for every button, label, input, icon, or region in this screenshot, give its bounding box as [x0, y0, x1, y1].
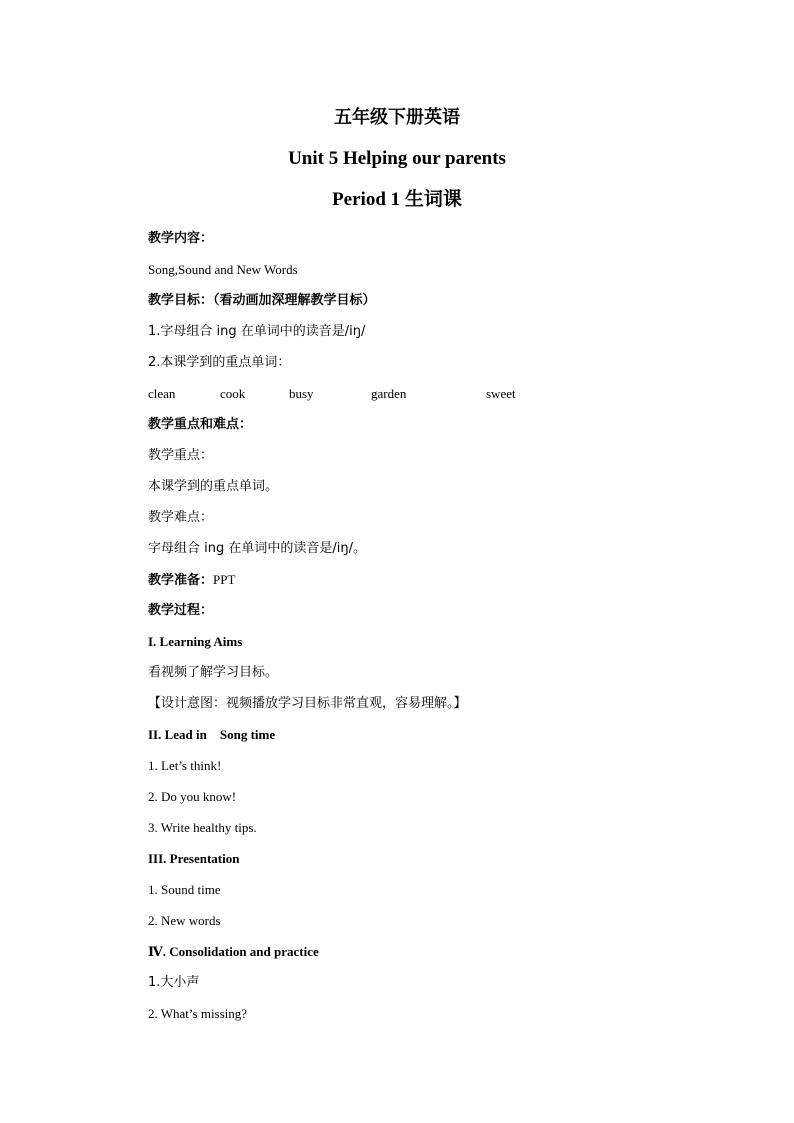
step4-item-1: 1.大小声 — [148, 975, 200, 990]
step3-item-1: 1. Sound time — [148, 882, 221, 897]
goal-1: 1.字母组合 ing 在单词中的读音是/iŋ/ — [148, 324, 366, 339]
word-clean: clean — [148, 386, 176, 401]
step4-item-2: 2. What’s missing? — [148, 1006, 248, 1021]
difficulty-label: 教学难点： — [148, 510, 214, 525]
step2-item-1: 1. Let’s think! — [148, 758, 222, 773]
prep-line — [148, 567, 748, 598]
step3-title: III. Presentation — [148, 851, 240, 866]
step1-intent: 【设计意图：视频播放学习目标非常直观，容易理解。】 — [148, 696, 467, 711]
process-heading: 教学过程： — [148, 603, 214, 618]
step2-item-2: 2. Do you know! — [148, 789, 237, 804]
word-busy: busy — [289, 386, 314, 401]
key-label: 教学重点： — [148, 448, 214, 463]
step2-title: II. Lead in Song time — [148, 727, 276, 742]
step1-title: I. Learning Aims — [148, 634, 243, 649]
step3-item-2: 2. New words — [148, 913, 221, 928]
word-cook: cook — [220, 386, 246, 401]
step4-title: Ⅳ. Consolidation and practice — [148, 944, 319, 959]
prep-heading: 教学准备： — [148, 573, 214, 588]
unit-title: Unit 5 Helping our parents — [288, 148, 506, 169]
step2-item-3: 3. Write healthy tips. — [148, 820, 257, 835]
goal-2: 2.本课学到的重点单词： — [148, 355, 291, 370]
key-words-row — [148, 381, 748, 412]
key-heading: 教学重点和难点： — [148, 417, 253, 432]
word-garden: garden — [371, 386, 407, 401]
difficulty-text: 字母组合 ing 在单词中的读音是/iŋ/。 — [148, 541, 366, 556]
key-text: 本课学到的重点单词。 — [148, 479, 279, 494]
prep-value: PPT — [213, 572, 236, 587]
lesson-content — [148, 226, 748, 1032]
goals-heading: 教学目标：（看动画加深理解教学目标） — [148, 293, 376, 308]
content-text: Song,Sound and New Words — [148, 262, 298, 277]
content-heading: 教学内容： — [148, 231, 214, 246]
grade-title: 五年级下册英语 — [334, 107, 460, 128]
period-title: Period 1 生词课 — [332, 189, 462, 210]
word-sweet: sweet — [486, 386, 516, 401]
step1-text: 看视频了解学习目标。 — [148, 665, 279, 680]
